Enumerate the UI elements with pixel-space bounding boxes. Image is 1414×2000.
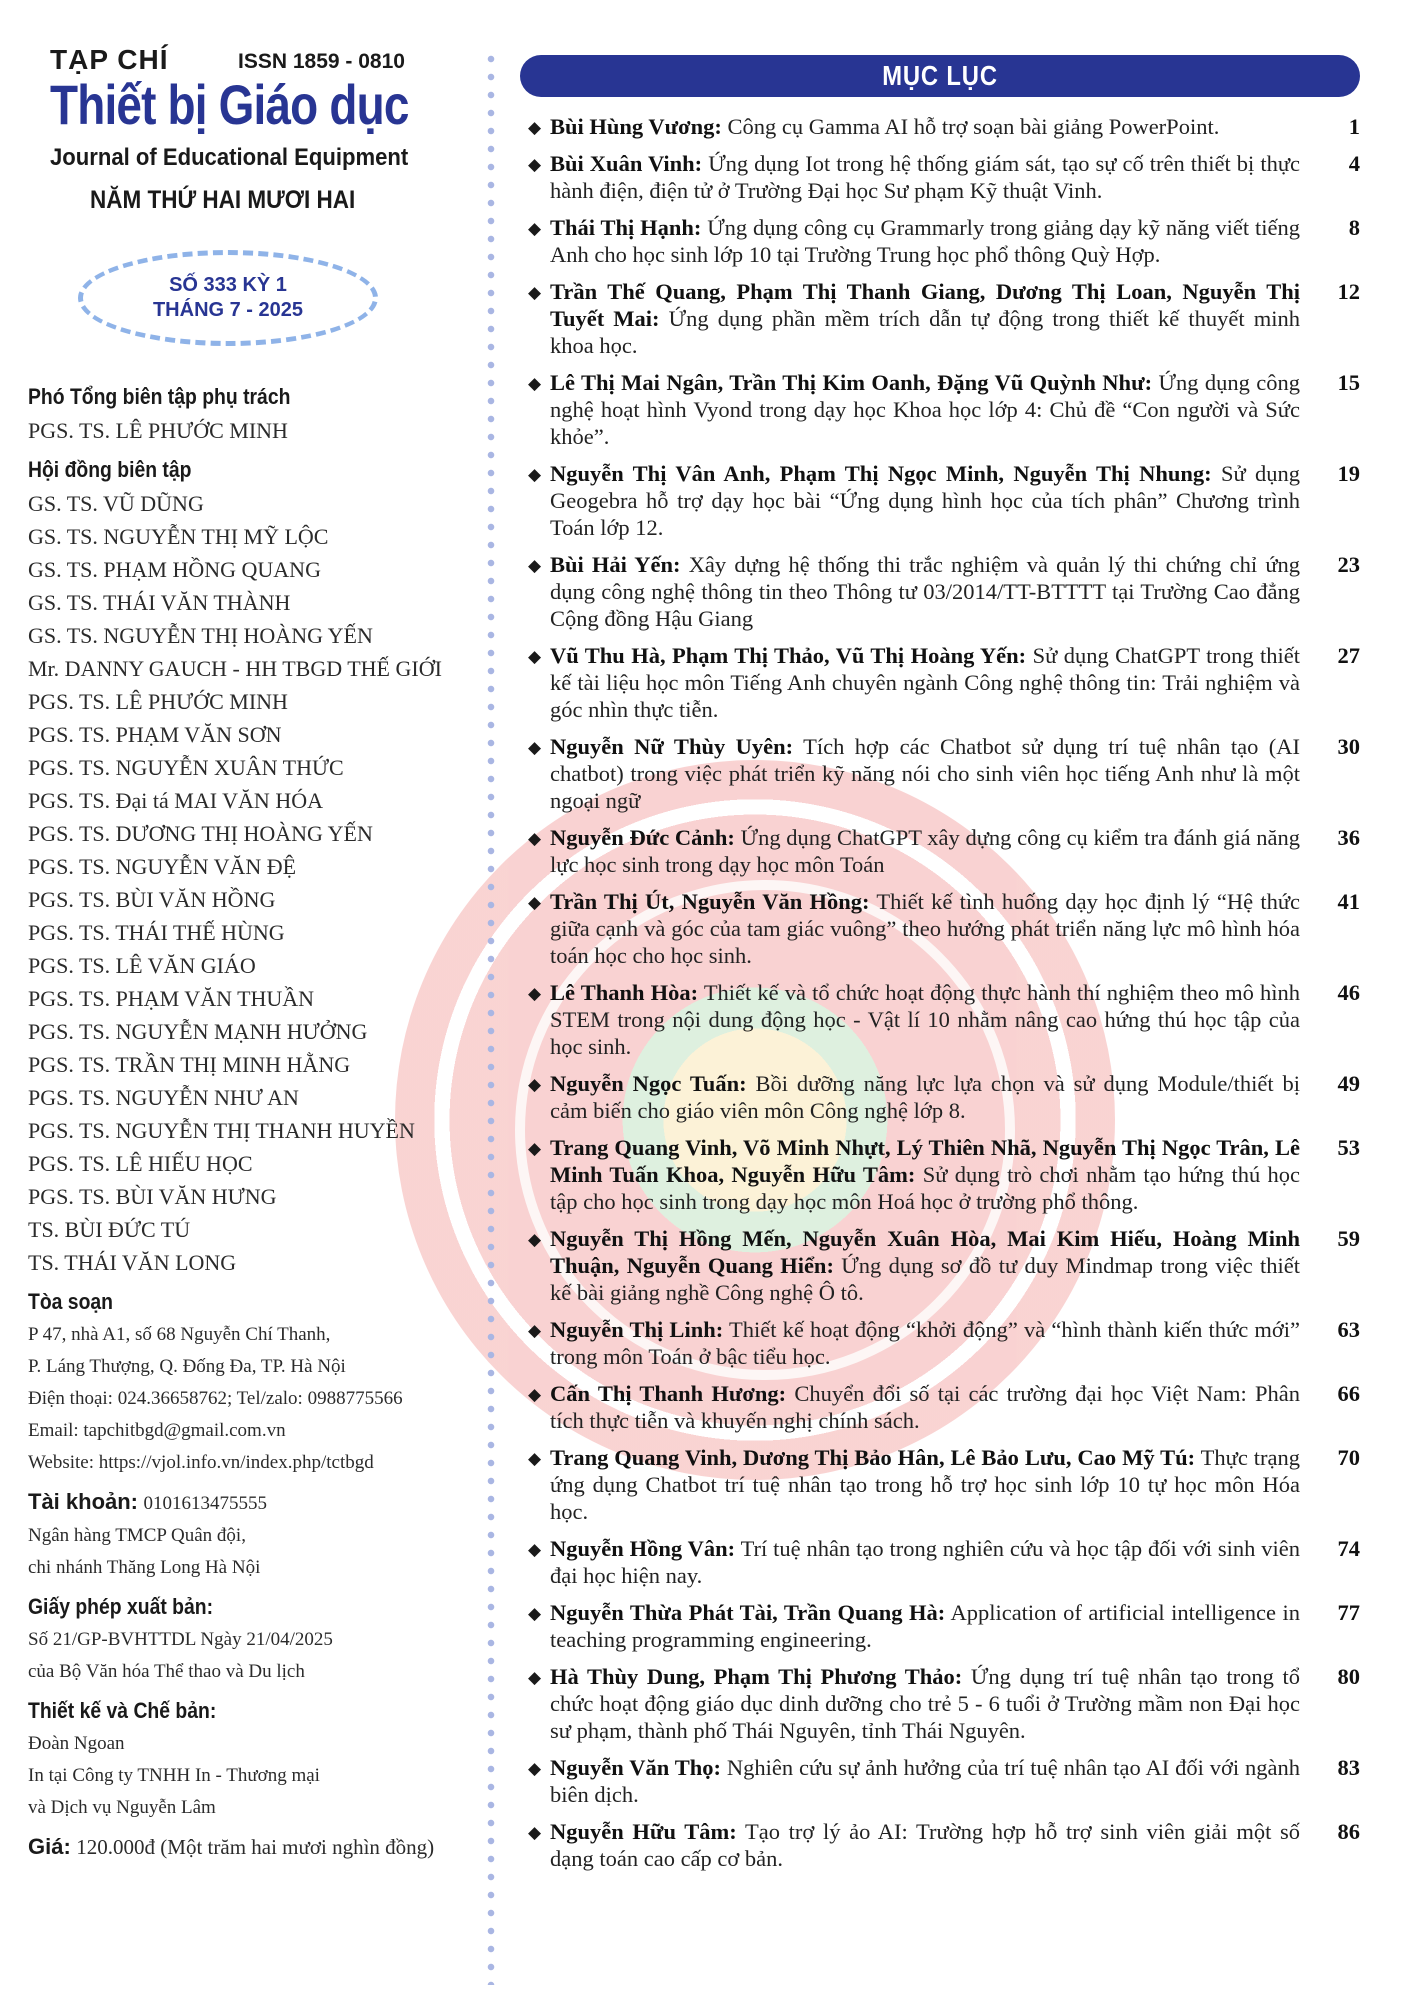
office-line: Email: tapchitbgd@gmail.com.vn bbox=[28, 1420, 286, 1441]
toc-entry-title: Tạo trợ lý ảo AI: Trường hợp hỗ trợ sinh viên giải một số dạng toán cao cấp cơ bản. bbox=[550, 1819, 1300, 1871]
design-heading: Thiết kế và Chế bản: bbox=[28, 1698, 217, 1723]
toc-entry-title: Bồi dưỡng năng lực lựa chọn và sử dụng Module/thiết bị cảm biến cho giáo viên môn Công nghệ lớp 8. bbox=[550, 1071, 1300, 1123]
toc-entry bbox=[520, 1316, 1360, 1370]
toc-entry bbox=[520, 733, 1360, 814]
office-line: Website: https://vjol.info.vn/index.php/tctbgd bbox=[28, 1452, 374, 1473]
deputy-editor-heading: Phó Tổng biên tập phụ trách bbox=[28, 384, 291, 409]
toc-entry-title: Ứng dụng Iot trong hệ thống giám sát, tạo sự cố trên thiết bị thực hành điện, điện tử ở Trường Đại học Sư phạm Kỹ thuật Vinh. bbox=[550, 151, 1301, 203]
diamond-bullet-icon: ◆ bbox=[528, 1321, 542, 1340]
toc-entry-page: 86 bbox=[1337, 1819, 1360, 1844]
toc-entry bbox=[520, 1134, 1360, 1215]
toc-entry-title: Thực trạng ứng dụng Chatbot trí tuệ nhân tạo trong hỗ trợ học sinh lớp 10 tự học môn Hóa học. bbox=[550, 1445, 1301, 1524]
toc-entry-authors: Thái Thị Hạnh: bbox=[550, 215, 702, 240]
toc-entry-page: 1 bbox=[1348, 114, 1360, 139]
toc-entry-authors: Nguyễn Đức Cảnh: bbox=[550, 825, 735, 850]
bank-info bbox=[28, 1520, 498, 1584]
board-member: PGS. TS. NGUYỄN NHƯ AN bbox=[28, 1085, 299, 1110]
board-member: GS. TS. NGUYỄN THỊ MỸ LỘC bbox=[28, 524, 329, 549]
board-member: PGS. TS. NGUYỄN VĂN ĐỆ bbox=[28, 854, 297, 879]
toc-entry bbox=[520, 1070, 1360, 1124]
toc-entry-text bbox=[550, 733, 1300, 814]
toc-entry-page: 41 bbox=[1337, 889, 1360, 914]
toc-entry bbox=[520, 551, 1360, 632]
price-heading: Giá: bbox=[28, 1834, 71, 1859]
toc-entry-authors: Nguyễn Thị Hồng Mến, Nguyễn Xuân Hòa, Mai Kim Hiếu, Hoàng Minh Thuận, Nguyễn Quang Hiển: bbox=[550, 1226, 1300, 1278]
diamond-bullet-icon: ◆ bbox=[528, 1823, 542, 1842]
editorial-board-heading: Hội đồng biên tập bbox=[28, 457, 192, 482]
board-member: PGS. TS. NGUYỄN MẠNH HƯỞNG bbox=[28, 1019, 368, 1044]
toc-entry bbox=[520, 150, 1360, 204]
toc-entry-authors: Lê Thị Mai Ngân, Trần Thị Kim Oanh, Đặng Vũ Quỳnh Như: bbox=[550, 370, 1153, 395]
toc-entry-page: 30 bbox=[1337, 734, 1360, 759]
toc-entry-page: 19 bbox=[1337, 461, 1360, 486]
toc-entry-title: Công cụ Gamma AI hỗ trợ soạn bài giảng PowerPoint. bbox=[727, 114, 1220, 139]
toc-entry-authors: Vũ Thu Hà, Phạm Thị Thảo, Vũ Thị Hoàng Yến: bbox=[550, 643, 1027, 668]
magazine-label: TẠP CHÍ bbox=[50, 44, 169, 75]
diamond-bullet-icon: ◆ bbox=[528, 1385, 542, 1404]
toc-entry-text bbox=[550, 551, 1300, 632]
board-member: GS. TS. VŨ DŨNG bbox=[28, 491, 204, 516]
toc-entry-authors: Trần Thế Quang, Phạm Thị Thanh Giang, Dương Thị Loan, Nguyễn Thị Tuyết Mai: bbox=[550, 279, 1300, 331]
toc-entry bbox=[520, 460, 1360, 541]
office-address bbox=[28, 1319, 498, 1479]
table-of-contents bbox=[520, 55, 1360, 1882]
toc-entry-page: 59 bbox=[1337, 1226, 1360, 1251]
toc-entry-authors: Cấn Thị Thanh Hương: bbox=[550, 1381, 787, 1406]
toc-entry bbox=[520, 369, 1360, 450]
price-value: 120.000đ (Một trăm hai mươi nghìn đồng) bbox=[76, 1835, 435, 1859]
toc-entry bbox=[520, 1444, 1360, 1525]
toc-entry-text bbox=[550, 369, 1300, 450]
license-line: của Bộ Văn hóa Thể thao và Du lịch bbox=[28, 1661, 305, 1682]
board-member: PGS. TS. DƯƠNG THỊ HOÀNG YẾN bbox=[28, 821, 373, 846]
board-member: GS. TS. THÁI VĂN THÀNH bbox=[28, 590, 291, 615]
office-line: Điện thoại: 024.36658762; Tel/zalo: 0988775566 bbox=[28, 1388, 403, 1409]
diamond-bullet-icon: ◆ bbox=[528, 1668, 542, 1687]
board-member: PGS. TS. LÊ HIẾU HỌC bbox=[28, 1151, 253, 1176]
toc-entry-text bbox=[550, 642, 1300, 723]
bank-line: chi nhánh Thăng Long Hà Nội bbox=[28, 1557, 261, 1578]
toc-entry-authors: Trang Quang Vinh, Dương Thị Bảo Hân, Lê Bảo Lưu, Cao Mỹ Tú: bbox=[550, 1445, 1196, 1470]
toc-entry-authors: Nguyễn Thị Vân Anh, Phạm Thị Ngọc Minh, Nguyễn Thị Nhung: bbox=[550, 461, 1212, 486]
issue-date: THÁNG 7 - 2025 bbox=[152, 299, 304, 321]
toc-entry bbox=[520, 1599, 1360, 1653]
toc-entry bbox=[520, 1754, 1360, 1808]
diamond-bullet-icon: ◆ bbox=[528, 1540, 542, 1559]
toc-entry-text bbox=[550, 979, 1300, 1060]
toc-entry-title: Ứng dụng sơ đồ tư duy Mindmap trong việc thiết kế bài giảng nghề Công nghệ Ô tô. bbox=[550, 1253, 1300, 1305]
toc-entry-text bbox=[550, 1070, 1300, 1124]
toc-entry bbox=[520, 979, 1360, 1060]
toc-entry-text bbox=[550, 824, 1300, 878]
license-line: Số 21/GP-BVHTTDL Ngày 21/04/2025 bbox=[28, 1629, 333, 1650]
board-member: PGS. TS. NGUYỄN XUÂN THỨC bbox=[28, 755, 344, 780]
design-line: Đoàn Ngoan bbox=[28, 1733, 125, 1754]
toc-entry-page: 74 bbox=[1337, 1536, 1360, 1561]
diamond-bullet-icon: ◆ bbox=[528, 893, 542, 912]
masthead-column bbox=[28, 40, 488, 1859]
account-line bbox=[28, 1485, 498, 1520]
board-member: PGS. TS. BÙI VĂN HƯNG bbox=[28, 1184, 277, 1209]
editorial-board-list bbox=[28, 487, 498, 1279]
board-member: PGS. TS. NGUYỄN THỊ THANH HUYỀN bbox=[28, 1118, 415, 1143]
board-member: TS. THÁI VĂN LONG bbox=[28, 1250, 237, 1275]
dotted-divider bbox=[487, 50, 495, 1985]
license-info bbox=[28, 1624, 498, 1688]
toc-entry-page: 83 bbox=[1337, 1755, 1360, 1780]
issue-badge bbox=[78, 250, 378, 346]
toc-entry-title: Ứng dụng trí tuệ nhân tạo trong tổ chức hoạt động giáo dục dinh dưỡng cho trẻ 5 - 6 tuổi ở Trường mầm non Đại học sư phạm, thành phố Thái Nguyên, tỉnh Thái Nguyên. bbox=[550, 1664, 1301, 1743]
board-member: PGS. TS. Đại tá MAI VĂN HÓA bbox=[28, 788, 323, 813]
toc-heading-banner bbox=[520, 55, 1360, 97]
toc-entry-title: Nghiên cứu sự ảnh hưởng của trí tuệ nhân tạo AI đối với ngành biên dịch. bbox=[550, 1755, 1300, 1807]
toc-entry-authors: Nguyễn Hồng Vân: bbox=[550, 1536, 736, 1561]
board-member: PGS. TS. LÊ VĂN GIÁO bbox=[28, 953, 256, 978]
price-line bbox=[28, 1830, 498, 1864]
diamond-bullet-icon: ◆ bbox=[528, 556, 542, 575]
magazine-title: Thiết bị Giáo dục bbox=[50, 73, 409, 136]
toc-entry-authors: Nguyễn Thị Linh: bbox=[550, 1317, 724, 1342]
diamond-bullet-icon: ◆ bbox=[528, 155, 542, 174]
toc-entry bbox=[520, 888, 1360, 969]
toc-entry-page: 53 bbox=[1337, 1135, 1360, 1160]
toc-entry-page: 46 bbox=[1337, 980, 1360, 1005]
toc-entry-authors: Bùi Xuân Vinh: bbox=[550, 151, 703, 176]
toc-entry-title: Chuyển đổi số tại các trường đại học Việt Nam: Phân tích thực tiễn và khuyến nghị chính sách. bbox=[550, 1381, 1300, 1433]
toc-entry-text bbox=[550, 150, 1300, 204]
diamond-bullet-icon: ◆ bbox=[528, 374, 542, 393]
toc-entry-authors: Trang Quang Vinh, Võ Minh Nhựt, Lý Thiên Nhã, Nguyễn Thị Ngọc Trân, Lê Minh Tuấn Khoa, Nguyễn Hữu Tâm: bbox=[550, 1135, 1300, 1187]
toc-entry-text bbox=[550, 1535, 1300, 1589]
office-line: P. Láng Thượng, Q. Đống Đa, TP. Hà Nội bbox=[28, 1356, 346, 1377]
toc-list bbox=[520, 113, 1360, 1872]
account-heading: Tài khoản: bbox=[28, 1489, 139, 1514]
toc-entry-authors: Nguyễn Hữu Tâm: bbox=[550, 1819, 737, 1844]
office-line: P 47, nhà A1, số 68 Nguyễn Chí Thanh, bbox=[28, 1324, 331, 1345]
toc-entry-page: 80 bbox=[1337, 1664, 1360, 1689]
diamond-bullet-icon: ◆ bbox=[528, 647, 542, 666]
toc-entry-title: Sử dụng Geogebra hỗ trợ dạy học bài “Ứng dụng hình học của tích phân” Chương trình Toán lớp 12. bbox=[550, 461, 1300, 540]
toc-entry-page: 15 bbox=[1337, 370, 1360, 395]
toc-entry-page: 12 bbox=[1337, 279, 1360, 304]
toc-entry-authors: Nguyễn Văn Thọ: bbox=[550, 1755, 722, 1780]
toc-entry-text bbox=[550, 1380, 1300, 1434]
toc-entry bbox=[520, 214, 1360, 268]
board-member: Mr. DANNY GAUCH - HH TBGD THẾ GIỚI bbox=[28, 656, 442, 681]
toc-entry-authors: Lê Thanh Hòa: bbox=[550, 980, 699, 1005]
toc-entry-authors: Hà Thùy Dung, Phạm Thị Phương Thảo: bbox=[550, 1664, 963, 1689]
toc-entry-authors: Nguyễn Nữ Thùy Uyên: bbox=[550, 734, 794, 759]
toc-entry-text bbox=[550, 460, 1300, 541]
toc-entry-text bbox=[550, 1134, 1300, 1215]
diamond-bullet-icon: ◆ bbox=[528, 1604, 542, 1623]
toc-entry-title: Tích hợp các Chatbot sử dụng trí tuệ nhân tạo (AI chatbot) trong việc phát triển kỹ năng nói cho sinh viên học tiếng Anh như là một ngoại ngữ bbox=[550, 734, 1300, 813]
deputy-editor-name: PGS. TS. LÊ PHƯỚC MINH bbox=[28, 418, 288, 443]
toc-entry-page: 27 bbox=[1337, 643, 1360, 668]
toc-entry-text bbox=[550, 1754, 1300, 1808]
toc-entry-text bbox=[550, 1599, 1300, 1653]
toc-entry-text bbox=[550, 113, 1300, 140]
toc-entry-page: 63 bbox=[1337, 1317, 1360, 1342]
toc-heading: MỤC LỤC bbox=[882, 60, 998, 91]
office-heading: Tòa soạn bbox=[28, 1289, 113, 1314]
diamond-bullet-icon: ◆ bbox=[528, 465, 542, 484]
toc-entry-text bbox=[550, 1316, 1300, 1370]
masthead-top bbox=[28, 40, 488, 76]
design-info bbox=[28, 1728, 498, 1824]
toc-entry-text bbox=[550, 1663, 1300, 1744]
toc-entry-page: 36 bbox=[1337, 825, 1360, 850]
toc-entry bbox=[520, 1225, 1360, 1306]
diamond-bullet-icon: ◆ bbox=[528, 1449, 542, 1468]
board-member: GS. TS. PHẠM HỒNG QUANG bbox=[28, 557, 321, 582]
diamond-bullet-icon: ◆ bbox=[528, 1139, 542, 1158]
board-member: PGS. TS. THÁI THẾ HÙNG bbox=[28, 920, 285, 945]
toc-entry-title: Thiết kế hoạt động “khởi động” và “hình thành kiến thức mới” trong môn Toán ở bậc tiểu học. bbox=[550, 1317, 1301, 1369]
toc-entry-authors: Nguyễn Ngọc Tuấn: bbox=[550, 1071, 747, 1096]
toc-entry-authors: Nguyễn Thừa Phát Tài, Trần Quang Hà: bbox=[550, 1600, 946, 1625]
account-number: 0101613475555 bbox=[143, 1493, 268, 1514]
toc-entry-text bbox=[550, 214, 1300, 268]
design-line: In tại Công ty TNHH In - Thương mại bbox=[28, 1765, 320, 1786]
toc-entry-title: Sử dụng trò chơi nhằm tạo hứng thú học tập cho học sinh trong dạy học môn Hoá học ở trường phổ thông. bbox=[550, 1162, 1300, 1214]
toc-entry-text bbox=[550, 278, 1300, 359]
toc-entry-title: Thiết kế và tổ chức hoạt động thực hành thí nghiệm theo mô hình STEM trong nội dung động học - Vật lí 10 nhằm nâng cao hứng thú học tập của học sinh. bbox=[550, 980, 1300, 1059]
board-member: PGS. TS. PHẠM VĂN SƠN bbox=[28, 722, 282, 747]
toc-entry bbox=[520, 824, 1360, 878]
issn-number: ISSN 1859 - 0810 bbox=[238, 50, 405, 73]
toc-entry bbox=[520, 113, 1360, 140]
toc-entry-text bbox=[550, 888, 1300, 969]
board-member: TS. BÙI ĐỨC TÚ bbox=[28, 1217, 191, 1242]
design-line: và Dịch vụ Nguyễn Lâm bbox=[28, 1797, 216, 1818]
diamond-bullet-icon: ◆ bbox=[528, 118, 542, 137]
toc-entry-page: 66 bbox=[1337, 1381, 1360, 1406]
toc-entry-page: 23 bbox=[1337, 552, 1360, 577]
board-member: GS. TS. NGUYỄN THỊ HOÀNG YẾN bbox=[28, 623, 373, 648]
toc-entry bbox=[520, 1380, 1360, 1434]
toc-entry-title: Trí tuệ nhân tạo trong nghiên cứu và học tập đối với sinh viên đại học hiện nay. bbox=[550, 1536, 1300, 1588]
board-member: PGS. TS. TRẦN THỊ MINH HẰNG bbox=[28, 1052, 351, 1077]
toc-entry bbox=[520, 1663, 1360, 1744]
toc-entry-page: 49 bbox=[1337, 1071, 1360, 1096]
toc-entry-text bbox=[550, 1818, 1300, 1872]
diamond-bullet-icon: ◆ bbox=[528, 984, 542, 1003]
toc-entry-title: Ứng dụng phần mềm trích dẫn tự động trong thiết kế thuyết minh khoa học. bbox=[550, 306, 1300, 358]
toc-entry-title: Sử dụng ChatGPT trong thiết kế tài liệu học môn Tiếng Anh chuyên ngành Công nghệ thông tin: Trải nghiệm và góc nhìn thực tiễn. bbox=[550, 643, 1300, 722]
board-member: PGS. TS. BÙI VĂN HỒNG bbox=[28, 887, 276, 912]
toc-entry-title: Thiết kế tình huống dạy học định lý “Hệ thức giữa cạnh và góc của tam giác vuông” theo hướng phát triển năng lực mô hình hóa toán học cho học sinh. bbox=[550, 889, 1301, 968]
issue-number: SỐ 333 KỲ 1 bbox=[169, 274, 287, 296]
publication-year-text: NĂM THỨ HAI MƯƠI HAI bbox=[90, 186, 356, 214]
toc-entry-page: 8 bbox=[1348, 215, 1360, 240]
toc-entry bbox=[520, 642, 1360, 723]
diamond-bullet-icon: ◆ bbox=[528, 829, 542, 848]
diamond-bullet-icon: ◆ bbox=[528, 283, 542, 302]
bank-line: Ngân hàng TMCP Quân đội, bbox=[28, 1525, 246, 1546]
toc-entry-page: 4 bbox=[1348, 151, 1360, 176]
toc-entry-page: 77 bbox=[1337, 1600, 1360, 1625]
toc-entry-authors: Bùi Hải Yến: bbox=[550, 552, 681, 577]
toc-entry bbox=[520, 1535, 1360, 1589]
diamond-bullet-icon: ◆ bbox=[528, 1759, 542, 1778]
diamond-bullet-icon: ◆ bbox=[528, 1230, 542, 1249]
toc-entry-title: Ứng dụng ChatGPT xây dựng công cụ kiểm tra đánh giá năng lực học sinh trong dạy học môn Toán bbox=[550, 825, 1300, 877]
toc-entry-title: Application of artificial intelligence in teaching programming engineering. bbox=[550, 1600, 1301, 1652]
editorial-info bbox=[28, 380, 498, 1864]
toc-entry-title: Xây dựng hệ thống thi trắc nghiệm và quản lý thi chứng chỉ ứng dụng công nghệ thông tin theo Thông tư 03/2014/TT-BTTTT tại Trường Cao đẳng Cộng đồng Hậu Giang bbox=[550, 552, 1301, 631]
board-member: PGS. TS. PHẠM VĂN THUẦN bbox=[28, 986, 315, 1011]
toc-entry-title: Ứng dụng công nghệ hoạt hình Vyond trong dạy học Khoa học lớp 4: Chủ đề “Con người và Sức khỏe”. bbox=[550, 370, 1300, 449]
board-member: PGS. TS. LÊ PHƯỚC MINH bbox=[28, 689, 288, 714]
diamond-bullet-icon: ◆ bbox=[528, 738, 542, 757]
diamond-bullet-icon: ◆ bbox=[528, 1075, 542, 1094]
toc-entry-text bbox=[550, 1225, 1300, 1306]
toc-entry-page: 70 bbox=[1337, 1445, 1360, 1470]
toc-entry-title: Ứng dụng công cụ Grammarly trong giảng dạy kỹ năng viết tiếng Anh cho học sinh lớp 10 tại Trường Trung học phổ thông Quỳ Hợp. bbox=[550, 215, 1300, 267]
toc-entry-text bbox=[550, 1444, 1300, 1525]
diamond-bullet-icon: ◆ bbox=[528, 219, 542, 238]
toc-entry-authors: Bùi Hùng Vương: bbox=[550, 114, 722, 139]
toc-entry bbox=[520, 1818, 1360, 1872]
toc-entry bbox=[520, 278, 1360, 359]
magazine-title-english: Journal of Educational Equipment bbox=[50, 144, 409, 171]
license-heading: Giấy phép xuất bản: bbox=[28, 1594, 214, 1619]
toc-entry-authors: Trần Thị Út, Nguyễn Văn Hồng: bbox=[550, 889, 870, 914]
